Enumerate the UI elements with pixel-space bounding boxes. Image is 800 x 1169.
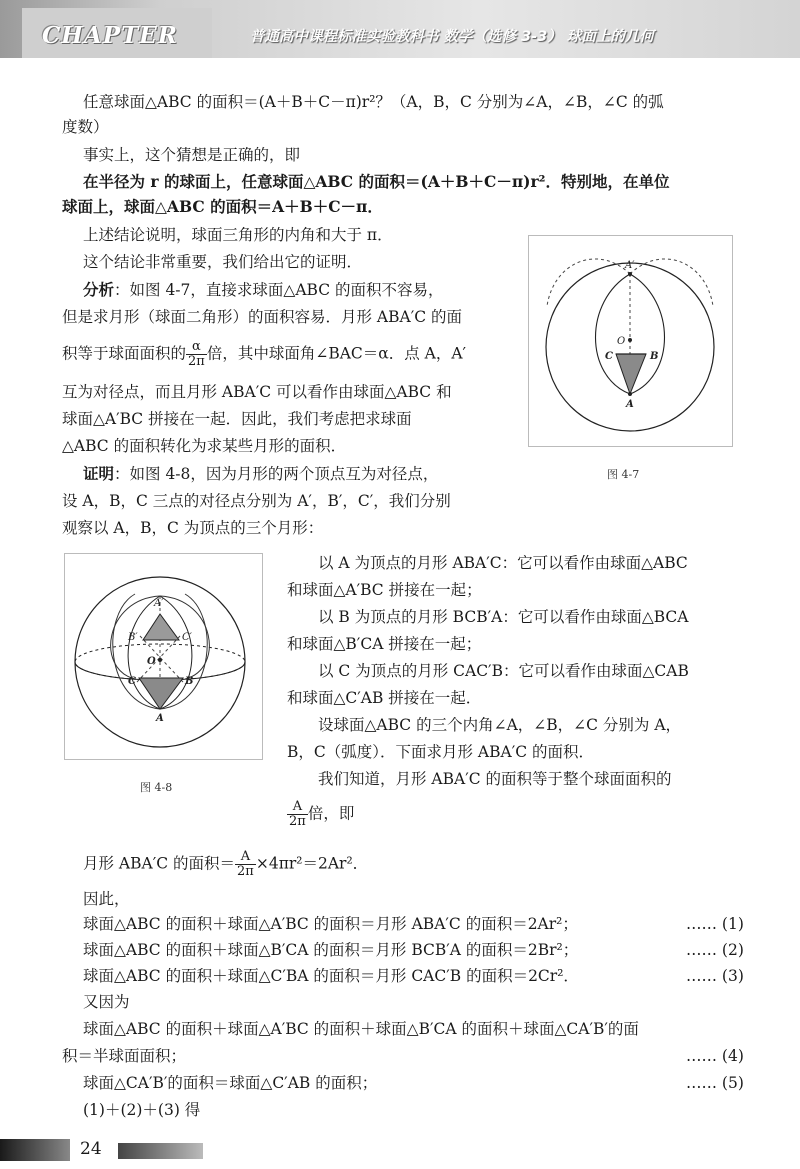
text-line: 设球面△ABC 的三个内角∠A，∠B，∠C 分别为 A， (318, 716, 682, 734)
text-line: 互为对径点，而且月形 ABA′C 可以看作由球面△ABC 和 (62, 383, 452, 401)
fraction (235, 850, 256, 879)
label-o: O (147, 656, 156, 667)
text-line: 又因为 (83, 993, 130, 1011)
text-line-fraction (287, 800, 354, 829)
page-number: 24 (80, 1139, 102, 1159)
text-span: ：如图 4-7，直接求球面△ABC 的面积不容易， (114, 281, 444, 299)
figure-4-7 (528, 235, 733, 447)
text-line: 事实上，这个猜想是正确的，即 (83, 146, 301, 164)
text-line-fraction (62, 340, 466, 369)
text-span: 倍，即 (307, 804, 355, 823)
theorem-line: 在半径为 r 的球面上，任意球面△ABC 的面积＝(A＋B＋C－π)r²．特别地，在单位 (83, 172, 670, 191)
equation-number: …… (5) (686, 1074, 744, 1092)
label-c: C (605, 351, 613, 362)
text-line: △ABC 的面积转化为求某些月形的面积． (62, 437, 347, 455)
text-line: 和球面△C′AB 拼接在一起． (287, 689, 482, 707)
figure-4-8-diagram (65, 554, 262, 759)
text-span: 倍，其中球面角∠BAC＝α．点 A，A′ (206, 344, 467, 363)
figure-4-8 (64, 553, 263, 760)
proof-label: 证明 (83, 464, 115, 483)
label-a: A (626, 399, 634, 410)
fraction-denominator: 2π (188, 354, 205, 369)
label-a: A (156, 713, 164, 724)
text-line: 观察以 A，B，C 为顶点的三个月形： (62, 519, 324, 537)
label-b-prime: B′ (128, 632, 138, 643)
equation-line: 球面△ABC 的面积＋球面△B′CA 的面积＝月形 BCB′A 的面积＝2Br²； (83, 941, 579, 959)
text-line: 以 C 为顶点的月形 CAC′B：它可以看作由球面△CAB (318, 662, 689, 680)
theorem-line: 球面上，球面△ABC 的面积＝A＋B＋C－π． (62, 197, 383, 216)
text-line: (1)＋(2)＋(3) 得 (83, 1101, 201, 1119)
equation-number: …… (3) (686, 967, 744, 985)
analysis-line (83, 280, 443, 300)
book-title: 普通高中课程标准实验教科书 数学（选修 3-3） 球面上的几何 (250, 29, 654, 45)
fraction (287, 800, 308, 829)
text-line: 以 B 为顶点的月形 BCB′A：它可以看作由球面△BCA (318, 608, 689, 626)
equation-number: …… (2) (686, 941, 744, 959)
text-span: ×4πr²＝2Ar²． (255, 854, 369, 873)
text-line: 任意球面△ABC 的面积＝(A＋B＋C－π)r²？（A，B，C 分别为∠A，∠B，∠C 的弧 (83, 93, 664, 111)
label-a-prime: A′ (625, 260, 635, 271)
proof-line (83, 464, 438, 484)
equation-line-fraction (83, 850, 368, 879)
fraction-numerator: A (287, 800, 308, 815)
text-line: 球面△A′BC 拼接在一起．因此，我们考虑把求球面 (62, 410, 412, 428)
text-line: 设 A，B，C 三点的对径点分别为 A′，B′，C′，我们分别 (62, 492, 451, 510)
equation-line: 积＝半球面面积； (62, 1047, 187, 1065)
label-b: B (650, 351, 659, 362)
text-line: B，C（弧度）．下面求月形 ABA′C 的面积． (287, 743, 595, 761)
fraction-denominator: 2π (237, 864, 254, 879)
text-line: 度数） (62, 118, 109, 136)
figure-caption: 图 4-7 (607, 468, 640, 481)
analysis-label: 分析 (83, 280, 115, 299)
text-line: 这个结论非常重要，我们给出它的证明． (83, 253, 363, 271)
footer-bar-decoration (118, 1143, 203, 1159)
text-line: 上述结论说明，球面三角形的内角和大于 π． (83, 226, 393, 244)
chapter-label: CHAPTER (42, 22, 178, 49)
text-line: 以 A 为顶点的月形 ABA′C：它可以看作由球面△ABC (318, 554, 688, 572)
text-span: 积等于球面面积的 (62, 344, 187, 363)
equation-line: 球面△ABC 的面积＋球面△A′BC 的面积＋球面△B′CA 的面积＋球面△CA′B′的面 (83, 1020, 639, 1038)
text-line: 但是求月形（球面二角形）的面积容易．月形 ABA′C 的面 (62, 308, 463, 326)
fraction-denominator: 2π (289, 814, 306, 829)
equation-number: …… (1) (686, 915, 744, 933)
equation-line: 球面△CA′B′的面积＝球面△C′AB 的面积； (83, 1074, 378, 1092)
page-header (0, 0, 800, 58)
fraction (186, 340, 207, 369)
figure-4-7-diagram (529, 236, 732, 446)
equation-line: 球面△ABC 的面积＋球面△A′BC 的面积＝月形 ABA′C 的面积＝2Ar²； (83, 915, 578, 933)
fraction-numerator: α (186, 340, 207, 355)
equation-number: …… (4) (686, 1047, 744, 1065)
text-line: 和球面△A′BC 拼接在一起； (287, 581, 482, 599)
label-b: B (185, 676, 194, 687)
text-line: 我们知道，月形 ABA′C 的面积等于整个球面面积的 (318, 770, 672, 788)
text-span: ：如图 4-8，因为月形的两个顶点互为对径点， (114, 465, 439, 483)
label-c: C (128, 676, 136, 687)
fraction-numerator: A (235, 850, 256, 865)
footer-bar (0, 1139, 70, 1161)
text-line: 因此， (83, 890, 130, 908)
text-span: 月形 ABA′C 的面积＝ (83, 854, 236, 873)
equation-line: 球面△ABC 的面积＋球面△C′BA 的面积＝月形 CAC′B 的面积＝2Cr²． (83, 967, 579, 985)
label-o: O (617, 336, 626, 347)
text-line: 和球面△B′CA 拼接在一起； (287, 635, 482, 653)
label-c-prime: C′ (182, 632, 192, 643)
figure-caption: 图 4-8 (140, 781, 173, 794)
label-a-prime: A′ (154, 598, 164, 609)
